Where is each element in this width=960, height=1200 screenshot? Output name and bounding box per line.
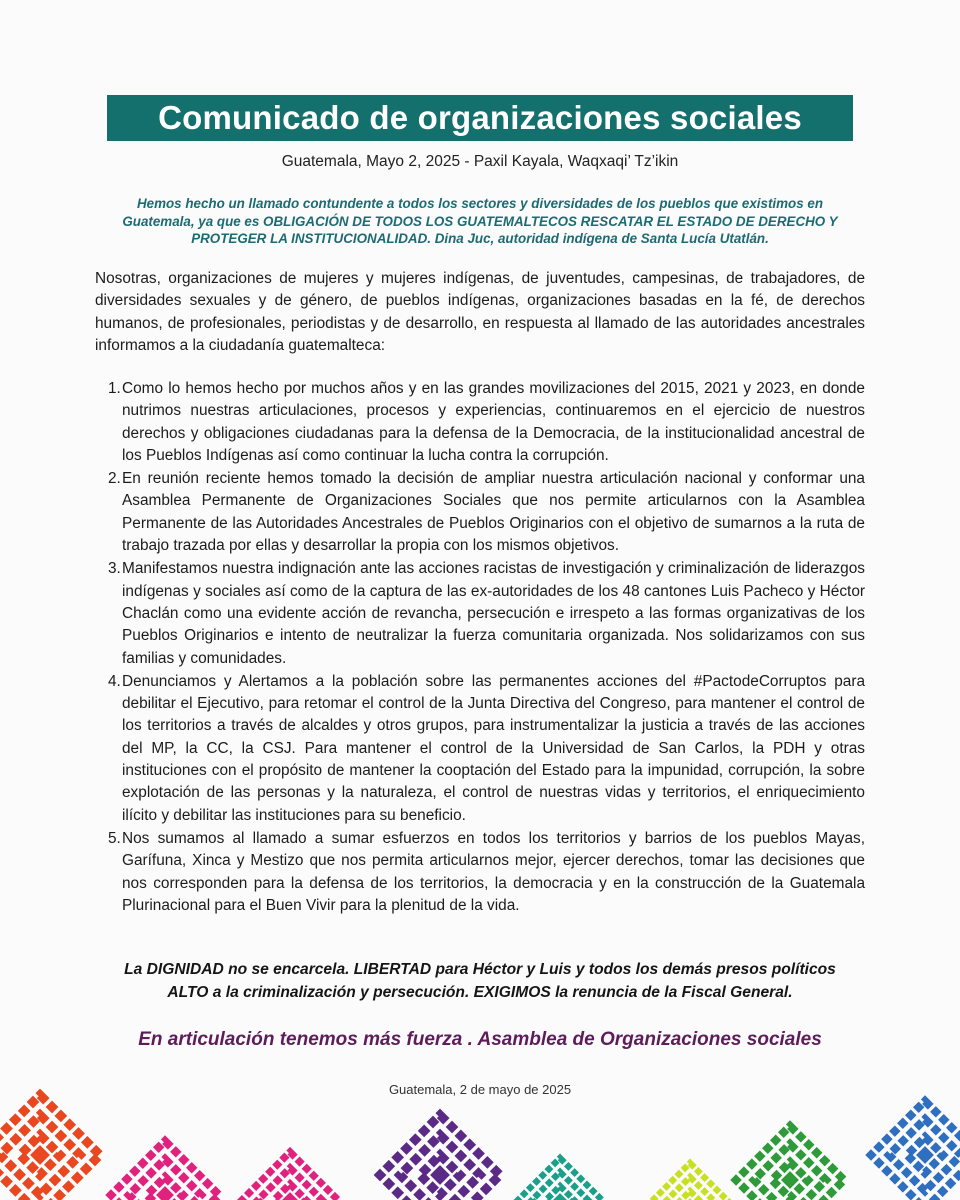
list-item: 3. Manifestamos nuestra indignación ante las acciones racistas de investigación y criminalización de liderazgos indígenas y sociales así como de la captura de las ex-autoridades de los 48 cantones Luis Pacheco y Héctor Chaclán como una evidente acción de revancha, persecución e irrespeto a las formas organizativas de los Pueblos Originarios e intento de neutralizar la fuerza comunitaria organizada. Nos solidarizamos con sus familias y comunidades. [108, 560, 865, 667]
highlight-quote: Hemos hecho un llamado contundente a todos los sectores y diversidades de los pueblos que existimos en Guatemala, ya que es OBLIGACIÓN DE TODOS LOS GUATEMALTECOS RESCATAR EL ESTADO DE DERECHO Y PROTEGER LA INSTITUCIONALIDAD. Dina Juc, autoridad indígena de Santa Lucía Utatlán. [122, 196, 838, 246]
page-title: Comunicado de organizaciones sociales [158, 99, 802, 136]
closing-line-1: La DIGNIDAD no se encarcela. LIBERTAD para Héctor y Luis y todos los demás presos políticos [124, 961, 836, 978]
footer-date: Guatemala, 2 de mayo de 2025 [388, 1082, 572, 1097]
intro-paragraph: Nosotras, organizaciones de mujeres y mujeres indígenas, de juventudes, campesinas, de trabajadores, de diversidades sexuales y de género, de pueblos indígenas, organizaciones basadas en la fé, de derechos humanos, de profesionales, periodistas y de desarrollo, en respuesta al llamado de las autoridades ancestrales informamos a la ciudadanía guatemalteca: [95, 270, 865, 354]
title-banner [107, 95, 853, 141]
list-item: 4. Denunciamos y Alertamos a la población sobre las permanentes acciones del #PactodeCorruptos para debilitar el Ejecutivo, para retomar el control de la Junta Directiva del Congreso, para mantener el control de los territorios a través de alcaldes y otros grupos, para instrumentalizar la justicia a través de las acciones del MP, la CC, la CSJ. Para mantener el control de la Universidad de San Carlos, la PDH y otras instituciones con el propósito de mantener la cooptación del Estado para la impunidad, corrupción, la sobre explotación de las personas y la naturaleza, el control de nuestras vidas y territorios, el enriquecimiento ilícito y debilitar las instituciones para su beneficio. [108, 672, 865, 824]
demands-list [95, 378, 865, 918]
dateline: Guatemala, Mayo 2, 2025 - Paxil Kayala, Waqxaqi’ Tz’ikin [281, 153, 679, 170]
list-item: 5. Nos sumamos al llamado a sumar esfuerzos en todos los territorios y barrios de los pueblos Mayas, Garífuna, Xinca y Mestizo que nos permita articularnos mejor, ejercer derechos, tomar las decisiones que nos corresponden para la defensa de los territorios, la democracia y en la construcción de la Guatemala Plurinacional para el Buen Vivir para la plenitud de la vida. [108, 829, 865, 914]
list-item: 1. Como lo hemos hecho por muchos años y en las grandes movilizaciones del 2015, 2021 y 2023, en donde nutrimos nuestras articulaciones, procesos y experiencias, continuaremos en el ejercicio de nuestros derechos y obligaciones ciudadanas para la defensa de la Democracia, de la institucionalidad ancestral de los Pueblos Indígenas así como continuar la lucha contra la corrupción. [108, 380, 865, 464]
closing-statement [60, 958, 900, 1004]
closing-line-2: ALTO a la criminalización y persecución. EXIGIMOS la renuncia de la Fiscal General. [167, 984, 793, 1001]
list-item: 2. En reunión reciente hemos tomado la decisión de ampliar nuestra articulación nacional y conformar una Asamblea Permanente de Organizaciones Sociales que nos permite articularnos con la Asamblea Permanente de las Autoridades Ancestrales de Pueblos Originarios con el objetivo de sumarnos a la ruta de trabajo trazada por ellas y desarrollar la propia con los mismos objetivos. [108, 470, 865, 555]
textile-pattern-icon [0, 1040, 960, 1200]
motto: En articulación tenemos más fuerza . Asamblea de Organizaciones sociales [138, 1029, 822, 1050]
